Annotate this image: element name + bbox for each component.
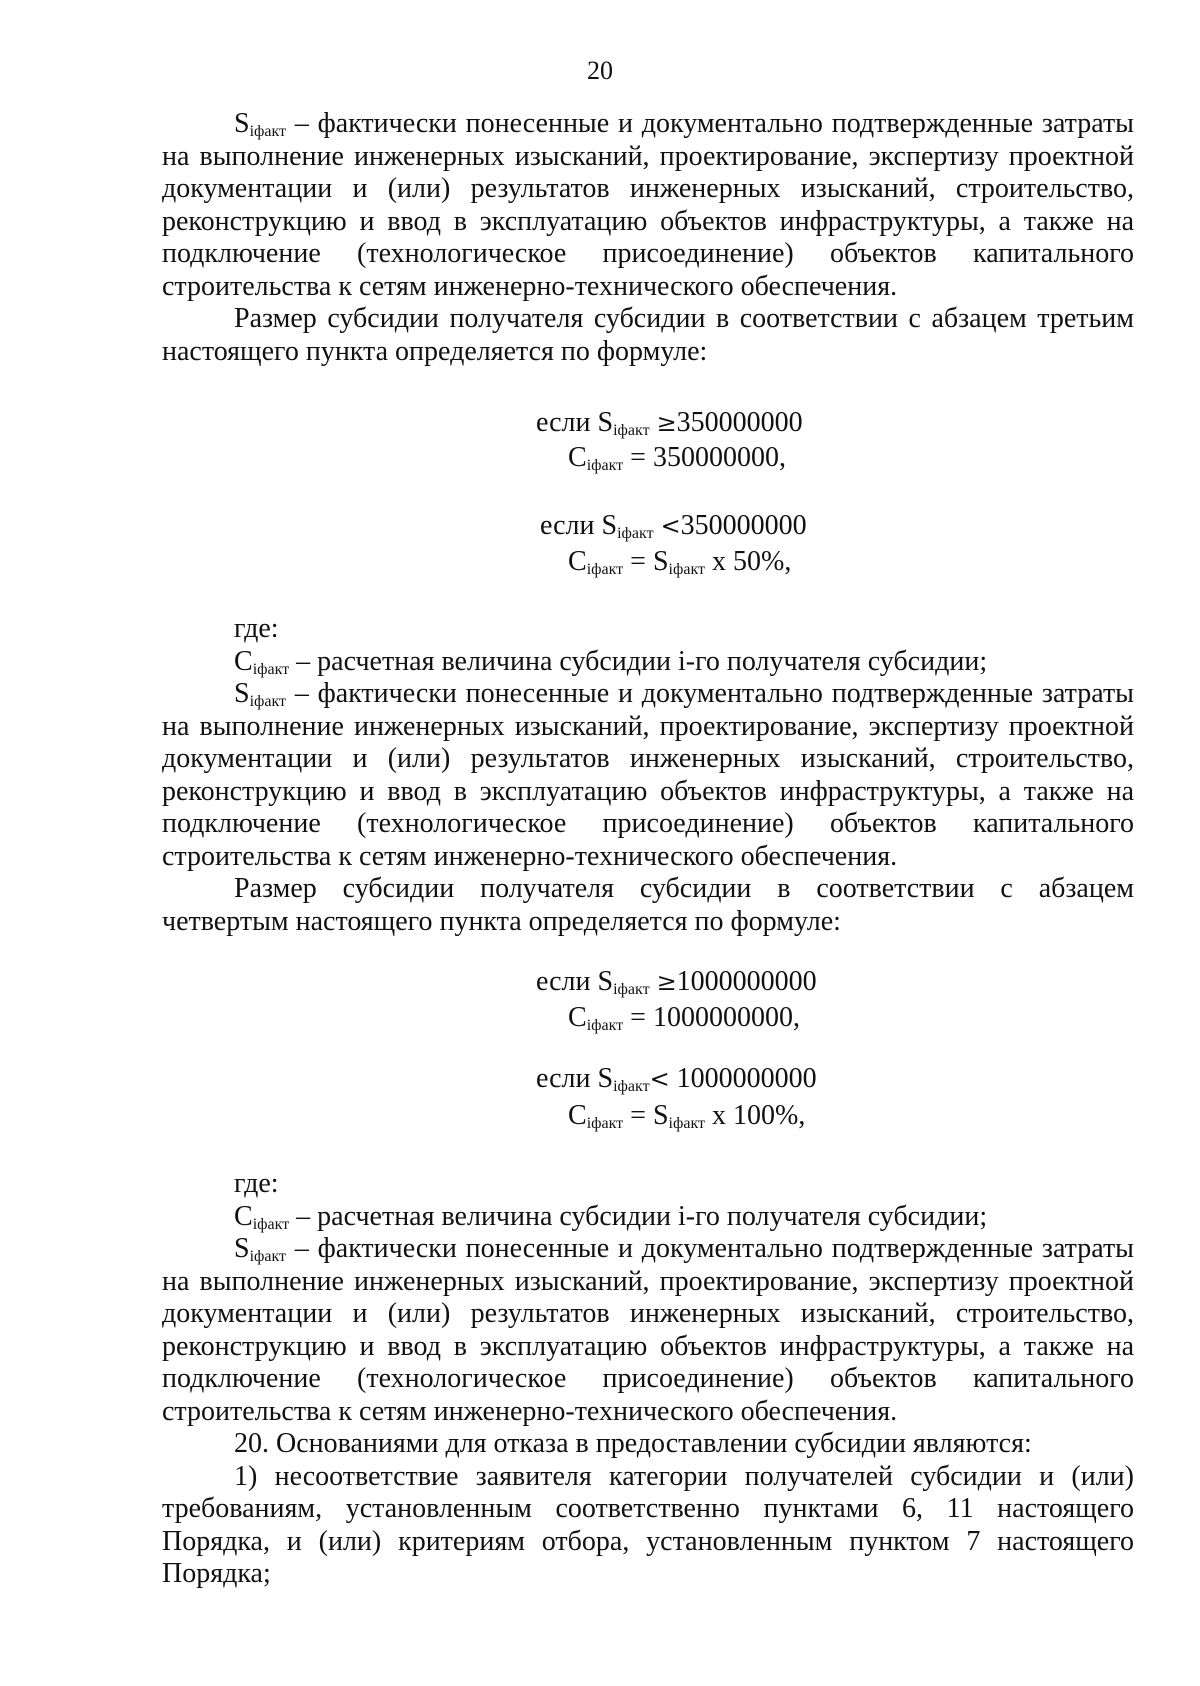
definition-text: – фактически понесенные и документально подтвержденные затраты на выполнение инженерных изысканий, проектирование, экспертизу проектной документации и (или) результатов инженерных изысканий, строительство, реконструкцию и ввод в эксплуатацию объектов инфраструктуры, а также на подключение (технологическое присоединение) объектов капитального строительства к сетям инженерно-технического обеспечения. bbox=[162, 108, 1134, 302]
para-fourth: Размер субсидии получателя субсидии в соответствии с абзацем четвертым настоящего пункта определяется по формуле: bbox=[162, 873, 1134, 937]
middle-definitions bbox=[162, 613, 1134, 938]
where-1: где: bbox=[234, 613, 279, 644]
s-definition-2: $S_{iфакт}$ – фактически понесенные и документально подтвержденные затраты на выполнение инженерных изысканий, проектирование, экспертизу проектной документации и (или) результатов инженерных изысканий, строительство, реконструкцию и ввод в эксплуатацию объектов инфраструктуры, а также на подключение (технологическое присоединение) объектов капитального строительства к сетям инженерно-технического обеспечения. bbox=[162, 1233, 1134, 1427]
formula2-line2: $C_{iфакт} = 1000000000$, bbox=[568, 1002, 800, 1034]
c-definition-1: $C_{iфакт}$ – расчетная величина субсидии i-го получателя субсидии; bbox=[234, 645, 988, 678]
c-definition-2: $C_{iфакт}$ – расчетная величина субсидии i-го получателя субсидии; bbox=[234, 1200, 988, 1233]
formula1-line3: если $S_{iфакт} <350000000$ bbox=[540, 510, 807, 542]
formula2-line4: $C_{iфакт} = S_{iфакт}$ х 100%, bbox=[568, 1100, 806, 1132]
formula1-line1: если $S_{iфакт} \ge 350000000$ bbox=[536, 407, 803, 439]
bottom-definitions bbox=[162, 1168, 1134, 1591]
formula2-line1: если $S_{iфакт} \ge 1000000000$ bbox=[536, 966, 817, 998]
formula1-line2: $C_{iфакт} = 350000000$, bbox=[568, 442, 786, 474]
s-symbol: S bbox=[234, 108, 250, 139]
para-third: Размер субсидии получателя субсидии в соответствии с абзацем третьим настоящего пункта определяется по формуле: bbox=[162, 303, 1134, 367]
top-definition bbox=[162, 108, 1134, 368]
formula1-line4: $C_{iфакт} = S_{iфакт}$ х 50%, bbox=[568, 546, 792, 578]
item-20: 20. Основаниями для отказа в предоставлении субсидии являются: bbox=[234, 1428, 1032, 1459]
s-definition-1: $S_{iфакт}$ – фактически понесенные и документально подтвержденные затраты на выполнение инженерных изысканий, проектирование, экспертизу проектной документации и (или) результатов инженерных изысканий, строительство, реконструкцию и ввод в эксплуатацию объектов инфраструктуры, а также на подключение (технологическое присоединение) объектов капитального строительства к сетям инженерно-технического обеспечения. bbox=[162, 678, 1134, 872]
formula2-line3: если $S_{iфакт}< 1000000000$ bbox=[536, 1063, 817, 1095]
item-20-1: 1) несоответствие заявителя категории получателей субсидии и (или) требованиям, установленным соответственно пунктами 6, 11 настоящего Порядка, и (или) критериям отбора, установленным пунктом 7 настоящего Порядка; bbox=[162, 1460, 1134, 1589]
subscript: iфакт bbox=[249, 123, 287, 140]
page-number: 20 bbox=[587, 56, 613, 85]
where-2: где: bbox=[234, 1168, 279, 1199]
s-definition-paragraph bbox=[162, 108, 1134, 303]
